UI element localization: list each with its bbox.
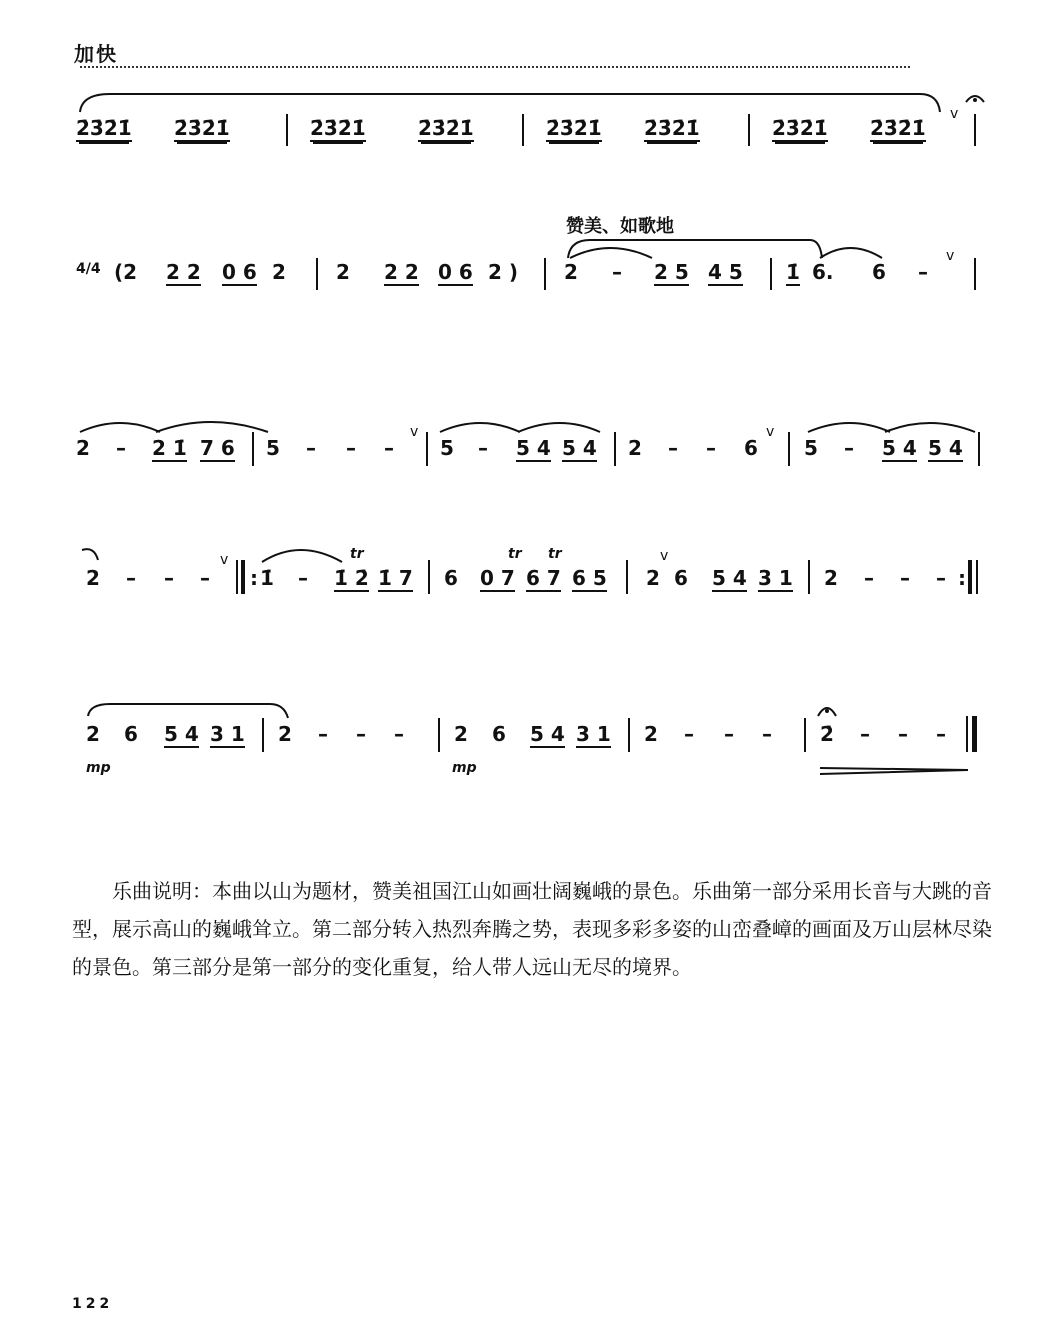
dash: – xyxy=(918,260,928,284)
note-group: 2̇3̇2̇1̇ xyxy=(870,116,926,140)
note: 2 xyxy=(336,260,350,284)
note: 2 xyxy=(76,436,90,460)
dash: – xyxy=(384,436,394,460)
barline xyxy=(544,258,546,290)
note-group: 5 4 xyxy=(882,436,917,460)
dash: – xyxy=(668,436,678,460)
note-group: 0 7 xyxy=(480,566,515,590)
dash: – xyxy=(936,722,946,746)
note-group: 7 6 xyxy=(200,436,235,460)
dash: – xyxy=(612,260,622,284)
barline xyxy=(522,114,524,146)
music-description xyxy=(72,872,992,986)
breath-mark: v xyxy=(946,248,955,264)
note-group: 1̇ 2̇ xyxy=(334,566,369,590)
dash: – xyxy=(200,566,210,590)
trill-mark: tr xyxy=(548,546,562,562)
note: 1̇ xyxy=(260,566,274,590)
dash: – xyxy=(900,566,910,590)
note: 2 xyxy=(454,722,468,746)
note: 2̇ xyxy=(820,722,834,746)
note: 2 xyxy=(278,722,292,746)
note: 2 xyxy=(646,566,660,590)
note-group: 6 5 xyxy=(572,566,607,590)
note-group: 3 1 xyxy=(758,566,793,590)
note-group: 2̇3̇2̇1̇ xyxy=(546,116,602,140)
breath-mark: v xyxy=(410,424,419,440)
dash: – xyxy=(318,722,328,746)
barline xyxy=(286,114,288,146)
note-group: 5 4 xyxy=(562,436,597,460)
note: 6 xyxy=(492,722,506,746)
note-group: 2 1̇ xyxy=(152,436,187,460)
dash: – xyxy=(126,566,136,590)
note-group: 2̇3̇2̇1̇ xyxy=(644,116,700,140)
note-group: 5 4 xyxy=(530,722,565,746)
dash: – xyxy=(724,722,734,746)
note: 5 xyxy=(440,436,454,460)
dash: – xyxy=(306,436,316,460)
note: 6. xyxy=(812,260,834,284)
note-group: 1̇ 7 xyxy=(378,566,413,590)
note-group: 5 4 xyxy=(712,566,747,590)
note-group: 5 4 xyxy=(516,436,551,460)
note-group: 0 6 xyxy=(222,260,257,284)
barline xyxy=(628,718,630,752)
barline xyxy=(748,114,750,146)
note-group: 5 4 xyxy=(164,722,199,746)
dash: – xyxy=(898,722,908,746)
final-barline-thick xyxy=(972,716,977,752)
note: (2 xyxy=(114,260,138,284)
tempo-marking: 加快 xyxy=(74,42,118,66)
note: 2 ) xyxy=(488,260,519,284)
dash: – xyxy=(864,566,874,590)
note-group: 2 2 xyxy=(384,260,419,284)
breath-mark: v xyxy=(766,424,775,440)
dash: – xyxy=(936,566,946,590)
barline xyxy=(316,258,318,290)
barline xyxy=(262,718,264,752)
note: 5 xyxy=(804,436,818,460)
note-group: 6 7 xyxy=(526,566,561,590)
barline xyxy=(438,718,440,752)
note: 2 xyxy=(86,566,100,590)
note-group: 2̇3̇2̇1̇ xyxy=(418,116,474,140)
note: 6 xyxy=(872,260,886,284)
note: 2 xyxy=(628,436,642,460)
dash: – xyxy=(706,436,716,460)
note-group: 2̇3̇2̇1̇ xyxy=(76,116,132,140)
barline xyxy=(770,258,772,290)
dash: – xyxy=(356,722,366,746)
dash: – xyxy=(164,566,174,590)
barline xyxy=(978,432,980,466)
barline xyxy=(626,560,628,594)
note-group: 2 2 xyxy=(166,260,201,284)
barline xyxy=(974,114,976,146)
note: 2 xyxy=(272,260,286,284)
note: 2 xyxy=(824,566,838,590)
expression-marking: 赞美、如歌地 xyxy=(566,216,674,237)
page-number: 122 xyxy=(72,1296,114,1312)
trill-mark: tr xyxy=(350,546,364,562)
breath-mark: v xyxy=(220,552,229,568)
note: 6 xyxy=(124,722,138,746)
note-group: 3 1 xyxy=(210,722,245,746)
description-paragraph: 乐曲说明：本曲以山为题材，赞美祖国江山如画壮阔巍峨的景色。乐曲第一部分采用长音与大跳的音型，展示高山的巍峨耸立。第二部分转入热烈奔腾之势，表现多彩多姿的山峦叠嶂的画面及万山层林尽染的景色。第三部分是第一部分的变化重复，给人带人远山无尽的境界。 xyxy=(72,879,992,979)
barline xyxy=(788,432,790,466)
final-barline-thin xyxy=(966,716,968,752)
trill-mark: tr xyxy=(508,546,522,562)
dash: – xyxy=(346,436,356,460)
note: 2 xyxy=(86,722,100,746)
barline xyxy=(804,718,806,752)
note-group: 2̇3̇2̇1̇ xyxy=(772,116,828,140)
note: 2 xyxy=(564,260,578,284)
dash: – xyxy=(478,436,488,460)
repeat-end-barline xyxy=(976,560,978,594)
repeat-start-barline-thick xyxy=(241,560,245,594)
note-group: 5 4 xyxy=(928,436,963,460)
barline xyxy=(428,560,430,594)
note: 6 xyxy=(674,566,688,590)
dash: – xyxy=(860,722,870,746)
barline xyxy=(808,560,810,594)
dash: – xyxy=(116,436,126,460)
dash: – xyxy=(298,566,308,590)
repeat-end-barline-thick xyxy=(968,560,972,594)
repeat-dots: : xyxy=(958,566,966,590)
barline xyxy=(614,432,616,466)
note-group: 2̇3̇2̇1̇ xyxy=(310,116,366,140)
barline xyxy=(426,432,428,466)
repeat-dots: : xyxy=(250,566,258,590)
breath-mark: v xyxy=(660,548,669,564)
breath-mark: v xyxy=(950,106,959,122)
note-group: 3 1 xyxy=(576,722,611,746)
dynamic-mark: mp xyxy=(452,760,477,776)
dynamic-mark: mp xyxy=(86,760,111,776)
barline xyxy=(974,258,976,290)
note-group: 2̇3̇2̇1̇ xyxy=(174,116,230,140)
barline xyxy=(252,432,254,466)
note: 6 xyxy=(444,566,458,590)
note: 2 xyxy=(644,722,658,746)
note-group: 2 5 xyxy=(654,260,689,284)
note-group: 4 5 xyxy=(708,260,743,284)
repeat-start-barline xyxy=(236,560,238,594)
note: 6 xyxy=(744,436,758,460)
dash: – xyxy=(762,722,772,746)
time-signature: 4/4 xyxy=(76,261,101,277)
note: 1̇ xyxy=(786,260,800,284)
dash: – xyxy=(394,722,404,746)
dash: – xyxy=(844,436,854,460)
note-group: 0 6 xyxy=(438,260,473,284)
note: 5 xyxy=(266,436,280,460)
dash: – xyxy=(684,722,694,746)
